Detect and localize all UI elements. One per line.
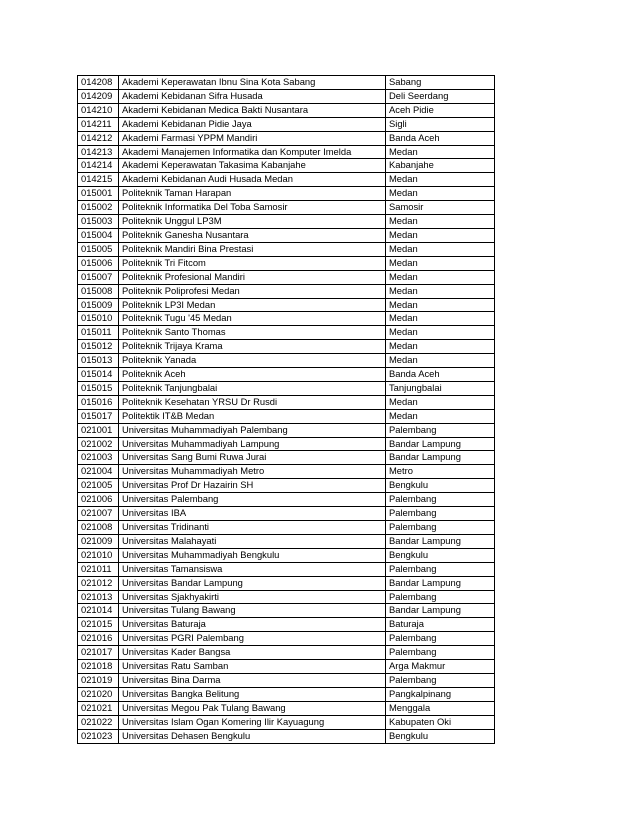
institution-name-cell: Universitas Islam Ogan Komering Ilir Kayuagung [119, 715, 386, 729]
institution-name-cell: Akademi Farmasi YPPM Mandiri [119, 131, 386, 145]
institution-code-cell: 021004 [78, 465, 119, 479]
institution-code-cell: 014211 [78, 117, 119, 131]
table-row [78, 646, 495, 660]
institution-city-cell: Palembang [386, 590, 495, 604]
institution-code-cell: 015017 [78, 409, 119, 423]
institution-name-cell: Akademi Kebidanan Audi Husada Medan [119, 173, 386, 187]
institution-name-cell: Politeknik Tugu '45 Medan [119, 312, 386, 326]
institution-name-cell: Universitas Sjakhyakirti [119, 590, 386, 604]
institution-city-cell: Medan [386, 270, 495, 284]
institution-city-cell: Banda Aceh [386, 131, 495, 145]
institution-city-cell: Aceh Pidie [386, 103, 495, 117]
institution-city-cell: Bandar Lampung [386, 534, 495, 548]
institution-code-cell: 021012 [78, 576, 119, 590]
institution-city-cell: Medan [386, 312, 495, 326]
institution-code-cell: 015012 [78, 340, 119, 354]
institution-city-cell: Tanjungbalai [386, 381, 495, 395]
institution-code-cell: 015004 [78, 228, 119, 242]
institution-name-cell: Akademi Keperawatan Ibnu Sina Kota Sabang [119, 76, 386, 90]
table-row [78, 131, 495, 145]
institution-city-cell: Pangkalpinang [386, 687, 495, 701]
table-row [78, 632, 495, 646]
institution-code-cell: 014209 [78, 89, 119, 103]
institution-name-cell: Politeknik Mandiri Bina Prestasi [119, 242, 386, 256]
institution-city-cell: Bandar Lampung [386, 576, 495, 590]
institution-code-cell: 015006 [78, 256, 119, 270]
institution-city-cell: Deli Seerdang [386, 89, 495, 103]
institution-code-cell: 015015 [78, 381, 119, 395]
institution-code-cell: 021014 [78, 604, 119, 618]
table-row [78, 673, 495, 687]
institution-city-cell: Medan [386, 340, 495, 354]
institution-table-container [77, 75, 495, 744]
institution-code-cell: 021007 [78, 507, 119, 521]
institution-code-cell: 014215 [78, 173, 119, 187]
table-row [78, 521, 495, 535]
table-row [78, 715, 495, 729]
institution-name-cell: Universitas Megou Pak Tulang Bawang [119, 701, 386, 715]
institution-code-cell: 014212 [78, 131, 119, 145]
institution-code-cell: 021017 [78, 646, 119, 660]
table-row [78, 493, 495, 507]
table-row [78, 729, 495, 743]
table-row [78, 548, 495, 562]
table-row [78, 590, 495, 604]
institution-code-cell: 015001 [78, 187, 119, 201]
table-row [78, 368, 495, 382]
institution-code-cell: 021018 [78, 660, 119, 674]
institution-name-cell: Politeknik Poliprofesi Medan [119, 284, 386, 298]
institution-name-cell: Universitas Sang Bumi Ruwa Jurai [119, 451, 386, 465]
institution-name-cell: Universitas Muhammadiyah Lampung [119, 437, 386, 451]
institution-name-cell: Akademi Manajemen Informatika dan Komputer Imelda [119, 145, 386, 159]
institution-code-cell: 014208 [78, 76, 119, 90]
institution-name-cell: Politeknik Tri Fitcom [119, 256, 386, 270]
institution-city-cell: Medan [386, 298, 495, 312]
institution-code-cell: 014210 [78, 103, 119, 117]
institution-name-cell: Politeknik Kesehatan YRSU Dr Rusdi [119, 395, 386, 409]
table-row [78, 618, 495, 632]
institution-city-cell: Bandar Lampung [386, 604, 495, 618]
table-row [78, 534, 495, 548]
institution-code-cell: 021021 [78, 701, 119, 715]
table-row [78, 173, 495, 187]
institution-code-cell: 021002 [78, 437, 119, 451]
table-row [78, 242, 495, 256]
institution-name-cell: Akademi Kebidanan Pidie Jaya [119, 117, 386, 131]
institution-code-cell: 021020 [78, 687, 119, 701]
institution-code-cell: 015016 [78, 395, 119, 409]
institution-city-cell: Palembang [386, 493, 495, 507]
institution-name-cell: Politeknik LP3I Medan [119, 298, 386, 312]
institution-city-cell: Bengkulu [386, 479, 495, 493]
institution-name-cell: Politeknik Ganesha Nusantara [119, 228, 386, 242]
institution-city-cell: Medan [386, 187, 495, 201]
institution-city-cell: Sabang [386, 76, 495, 90]
institution-code-cell: 021010 [78, 548, 119, 562]
table-row [78, 701, 495, 715]
institution-city-cell: Medan [386, 242, 495, 256]
table-row [78, 215, 495, 229]
institution-name-cell: Universitas Tridinanti [119, 521, 386, 535]
institution-code-cell: 021022 [78, 715, 119, 729]
institution-city-cell: Medan [386, 395, 495, 409]
institution-city-cell: Kabupaten Oki [386, 715, 495, 729]
table-row [78, 354, 495, 368]
institution-name-cell: Universitas Dehasen Bengkulu [119, 729, 386, 743]
institution-code-cell: 014214 [78, 159, 119, 173]
table-row [78, 326, 495, 340]
institution-city-cell: Palembang [386, 521, 495, 535]
table-row [78, 312, 495, 326]
institution-code-cell: 015005 [78, 242, 119, 256]
institution-name-cell: Universitas PGRI Palembang [119, 632, 386, 646]
table-row [78, 465, 495, 479]
table-row [78, 256, 495, 270]
institution-code-cell: 015007 [78, 270, 119, 284]
institution-code-cell: 015003 [78, 215, 119, 229]
institution-name-cell: Universitas Muhammadiyah Palembang [119, 423, 386, 437]
institution-code-cell: 021008 [78, 521, 119, 535]
institution-code-cell: 015009 [78, 298, 119, 312]
institution-name-cell: Universitas Baturaja [119, 618, 386, 632]
institution-city-cell: Sigli [386, 117, 495, 131]
institution-name-cell: Universitas Palembang [119, 493, 386, 507]
table-row [78, 562, 495, 576]
table-row [78, 76, 495, 90]
table-row [78, 576, 495, 590]
institution-code-cell: 021011 [78, 562, 119, 576]
institution-code-cell: 021015 [78, 618, 119, 632]
institution-city-cell: Medan [386, 409, 495, 423]
institution-city-cell: Palembang [386, 507, 495, 521]
institution-city-cell: Bandar Lampung [386, 437, 495, 451]
institution-city-cell: Arga Makmur [386, 660, 495, 674]
institution-city-cell: Medan [386, 228, 495, 242]
institution-code-cell: 014213 [78, 145, 119, 159]
institution-city-cell: Palembang [386, 423, 495, 437]
institution-name-cell: Politeknik Yanada [119, 354, 386, 368]
institution-city-cell: Kabanjahe [386, 159, 495, 173]
institution-name-cell: Akademi Kebidanan Medica Bakti Nusantara [119, 103, 386, 117]
institution-code-cell: 015013 [78, 354, 119, 368]
institution-city-cell: Bengkulu [386, 548, 495, 562]
institution-code-cell: 015011 [78, 326, 119, 340]
table-row [78, 201, 495, 215]
table-row [78, 228, 495, 242]
table-row [78, 103, 495, 117]
institution-name-cell: Universitas Kader Bangsa [119, 646, 386, 660]
table-body [78, 76, 495, 744]
institution-city-cell: Samosir [386, 201, 495, 215]
institution-city-cell: Medan [386, 173, 495, 187]
institution-name-cell: Politeknik Tanjungbalai [119, 381, 386, 395]
table-row [78, 687, 495, 701]
institution-city-cell: Palembang [386, 673, 495, 687]
institution-name-cell: Universitas IBA [119, 507, 386, 521]
institution-city-cell: Medan [386, 354, 495, 368]
institution-name-cell: Politektik IT&B Medan [119, 409, 386, 423]
institution-name-cell: Universitas Tulang Bawang [119, 604, 386, 618]
table-row [78, 423, 495, 437]
institution-name-cell: Politeknik Trijaya Krama [119, 340, 386, 354]
institution-code-cell: 021001 [78, 423, 119, 437]
institution-code-cell: 021019 [78, 673, 119, 687]
institution-city-cell: Banda Aceh [386, 368, 495, 382]
table-row [78, 298, 495, 312]
institution-code-cell: 021006 [78, 493, 119, 507]
institution-code-cell: 015002 [78, 201, 119, 215]
table-row [78, 187, 495, 201]
table-row [78, 340, 495, 354]
institution-city-cell: Palembang [386, 562, 495, 576]
table-row [78, 159, 495, 173]
table-row [78, 284, 495, 298]
institution-city-cell: Medan [386, 284, 495, 298]
table-row [78, 145, 495, 159]
institution-name-cell: Akademi Keperawatan Takasima Kabanjahe [119, 159, 386, 173]
institution-city-cell: Palembang [386, 646, 495, 660]
institution-code-cell: 015008 [78, 284, 119, 298]
institution-name-cell: Politeknik Profesional Mandiri [119, 270, 386, 284]
institution-code-cell: 021023 [78, 729, 119, 743]
table-row [78, 451, 495, 465]
institution-name-cell: Universitas Tamansiswa [119, 562, 386, 576]
institution-city-cell: Bengkulu [386, 729, 495, 743]
institution-city-cell: Medan [386, 326, 495, 340]
institution-city-cell: Medan [386, 256, 495, 270]
institution-name-cell: Politeknik Unggul LP3M [119, 215, 386, 229]
institution-table [77, 75, 495, 744]
table-row [78, 270, 495, 284]
institution-code-cell: 021009 [78, 534, 119, 548]
table-row [78, 117, 495, 131]
table-row [78, 507, 495, 521]
institution-city-cell: Palembang [386, 632, 495, 646]
institution-city-cell: Bandar Lampung [386, 451, 495, 465]
institution-name-cell: Akademi Kebidanan Sifra Husada [119, 89, 386, 103]
table-row [78, 395, 495, 409]
institution-name-cell: Universitas Bandar Lampung [119, 576, 386, 590]
table-row [78, 660, 495, 674]
table-row [78, 604, 495, 618]
table-row [78, 437, 495, 451]
institution-city-cell: Metro [386, 465, 495, 479]
institution-code-cell: 021016 [78, 632, 119, 646]
institution-name-cell: Politeknik Taman Harapan [119, 187, 386, 201]
institution-code-cell: 021003 [78, 451, 119, 465]
institution-name-cell: Universitas Bina Darma [119, 673, 386, 687]
institution-code-cell: 015014 [78, 368, 119, 382]
table-row [78, 479, 495, 493]
institution-code-cell: 015010 [78, 312, 119, 326]
institution-name-cell: Universitas Ratu Samban [119, 660, 386, 674]
institution-name-cell: Universitas Malahayati [119, 534, 386, 548]
institution-name-cell: Universitas Muhammadiyah Metro [119, 465, 386, 479]
institution-name-cell: Universitas Prof Dr Hazairin SH [119, 479, 386, 493]
institution-code-cell: 021005 [78, 479, 119, 493]
institution-name-cell: Politeknik Informatika Del Toba Samosir [119, 201, 386, 215]
table-row [78, 409, 495, 423]
institution-code-cell: 021013 [78, 590, 119, 604]
table-row [78, 381, 495, 395]
institution-name-cell: Politeknik Aceh [119, 368, 386, 382]
institution-name-cell: Universitas Bangka Belitung [119, 687, 386, 701]
institution-name-cell: Politeknik Santo Thomas [119, 326, 386, 340]
institution-city-cell: Medan [386, 215, 495, 229]
institution-name-cell: Universitas Muhammadiyah Bengkulu [119, 548, 386, 562]
table-row [78, 89, 495, 103]
institution-city-cell: Menggala [386, 701, 495, 715]
institution-city-cell: Baturaja [386, 618, 495, 632]
institution-city-cell: Medan [386, 145, 495, 159]
